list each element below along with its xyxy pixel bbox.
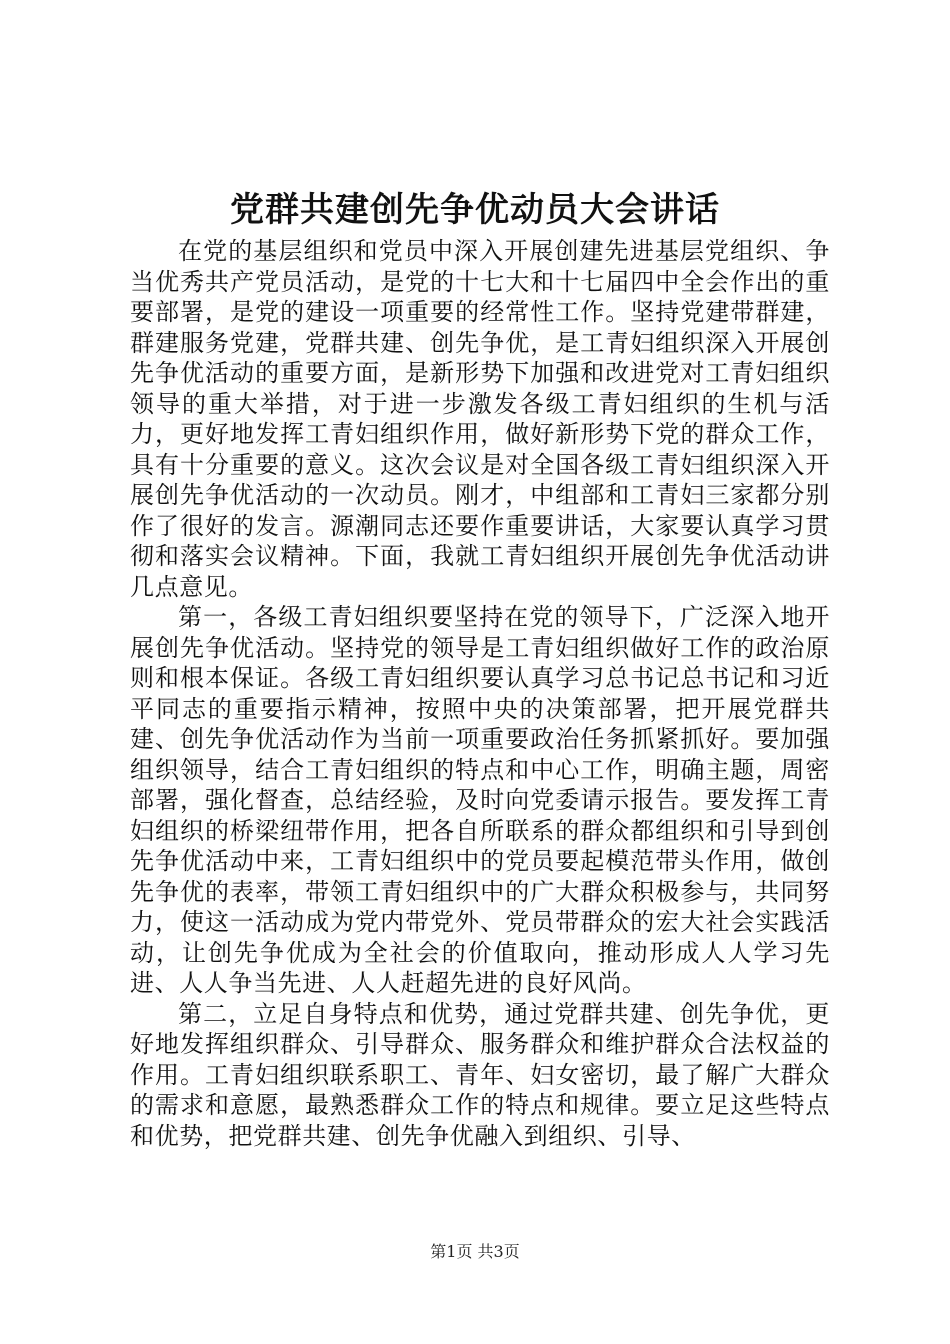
paragraph-2: 第一，各级工青妇组织要坚持在党的领导下，广泛深入地开展创先争优活动。坚持党的领导是工青妇组织做好工作的政治原则和根本保证。各级工青妇组织要认真学习总书记总书记和习近平同志的重要指示精神，按照中央的决策部署，把开展党群共建、创先争优活动作为当前一项重要政治任务抓紧抓好。要加强组织领导，结合工青妇组织的特点和中心工作，明确主题，周密部署，强化督查，总结经验，及时向党委请示报告。要发挥工青妇组织的桥梁纽带作用，把各自所联系的群众都组织和引导到创先争优活动中来，工青妇组织中的党员要起模范带头作用，做创先争优的表率，带领工青妇组织中的广大群众积极参与，共同努力，使这一活动成为党内带党外、党员带群众的宏大社会实践活动，让创先争优成为全社会的价值取向，推动形成人人学习先进、人人争当先进、人人赶超先进的良好风尚。 <box>130 603 830 997</box>
paragraph-1: 在党的基层组织和党员中深入开展创建先进基层党组织、争当优秀共产党员活动，是党的十七大和十七届四中全会作出的重要部署，是党的建设一项重要的经常性工作。坚持党建带群建，群建服务党建，党群共建、创先争优，是工青妇组织深入开展创先争优活动的重要方面，是新形势下加强和改进党对工青妇组织领导的重大举措，对于进一步激发各级工青妇组织的生机与活力，更好地发挥工青妇组织作用，做好新形势下党的群众工作，具有十分重要的意义。这次会议是对全国各级工青妇组织深入开展创先争优活动的一次动员。刚才，中组部和工青妇三家都分别作了很好的发言。源潮同志还要作重要讲话，大家要认真学习贯彻和落实会议精神。下面，我就工青妇组织开展创先争优活动讲几点意见。 <box>130 237 830 601</box>
document-body <box>130 236 830 1151</box>
page-footer: 第1页 共3页 <box>430 1242 520 1261</box>
document-title: 党群共建创先争优动员大会讲话 <box>230 190 720 230</box>
paragraph-3: 第二，立足自身特点和优势，通过党群共建、创先争优，更好地发挥组织群众、引导群众、服务群众和维护群众合法权益的作用。工青妇组织联系职工、青年、妇女密切，最了解广大群众的需求和意愿，最熟悉群众工作的特点和规律。要立足这些特点和优势，把党群共建、创先争优融入到组织、引导、 <box>130 999 830 1150</box>
